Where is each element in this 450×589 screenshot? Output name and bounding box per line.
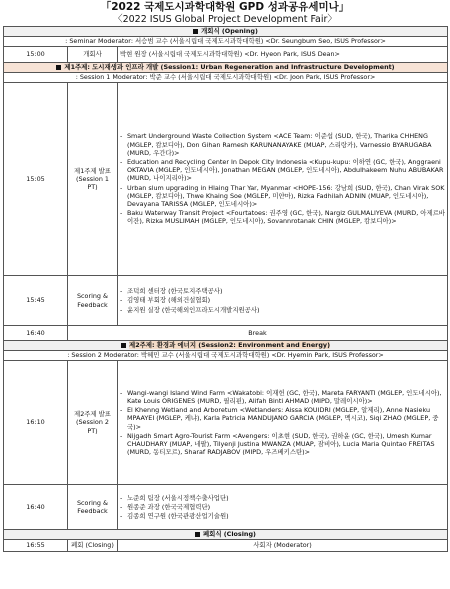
session1-label: 제1주제 발표 (Session 1 PT) xyxy=(68,83,118,276)
session1-project-list xyxy=(120,132,445,225)
session1-time: 15:05 xyxy=(4,83,68,276)
square-bullet-icon xyxy=(121,343,126,348)
session2-pt-row xyxy=(4,361,448,485)
opening-heading: 개회식 (Opening) xyxy=(201,27,258,36)
break-row xyxy=(4,326,448,341)
session2-moderator: : Session 2 Moderator: 박혜민 교수 (서울시립대 국제도시과학대학원) <Dr. Hyemin Park, ISUS Professor> xyxy=(4,351,448,361)
session2-heading: 제2주제: 환경과 에너지 (Session2: Environment and Energy) xyxy=(129,341,330,350)
session2-judge-list xyxy=(120,494,445,521)
session2-moderator-row xyxy=(4,351,448,361)
opening-time: 15:00 xyxy=(4,47,68,63)
list-item: - 노준희 팀장 (서울시정책수출사업단) xyxy=(127,494,445,502)
list-item: - Wangi-wangi Island Wind Farm <Wakatobi: 이재헌 (GC, 한국), Mareta FARYANTI (MGLEP, 인도네시아), Kate Louis ORIGENES (MURD, 필리핀), Alifah Binti AHMAD (MIPD, 말레이시아)> xyxy=(127,389,445,405)
session2-heading-row xyxy=(4,341,448,351)
session2-feedback-label: Scoring & Feedback xyxy=(68,485,118,530)
list-item: - El Khenng Wetland and Arboretum <Wetlanders: Aissa KOUIDRI (MGLEP, 알제리), Anne Nasieku MPAAYEI (MGLEP, 케냐), Karla Patricia MANDUJANO GARCIA (MGLEP, 멕시코), Siqi ZHAO (MGLEP, 중국)> xyxy=(127,406,445,431)
break-label: Break xyxy=(68,326,448,341)
square-bullet-icon xyxy=(193,29,198,34)
session2-project-list xyxy=(120,389,445,457)
closing-moderator: 사회자 (Moderator) xyxy=(118,540,448,552)
list-item: - 김종희 연구원 (한국관광산업기술원) xyxy=(127,512,445,520)
session1-heading: 제1주제: 도시재생과 인프라 개발 (Session1: Urban Regeneration and Infrastructure Development) xyxy=(64,63,395,72)
closing-heading-row xyxy=(4,530,448,540)
session1-moderator-row xyxy=(4,73,448,83)
list-item: - 조덕희 센터장 (한국토지주택공사) xyxy=(127,287,445,295)
session1-feedback-time: 15:45 xyxy=(4,276,68,326)
break-time: 16:40 xyxy=(4,326,68,341)
session1-moderator: : Session 1 Moderator: 박준 교수 (서울시립대 국제도시과학대학원) <Dr. Joon Park, ISUS Professor> xyxy=(4,73,448,83)
session2-label: 제2주제 발표 (Session 2 PT) xyxy=(68,361,118,485)
program-table xyxy=(3,26,448,552)
list-item: - 김영태 부회장 (해외건설협회) xyxy=(127,296,445,304)
page-title: 「2022 국제도시과학대학원 GPD 성과공유세미나」 xyxy=(100,1,350,13)
closing-row xyxy=(4,540,448,552)
closing-heading: 폐회식 (Closing) xyxy=(203,530,256,539)
opening-moderator: : Seminar Moderator: 서승범 교수 (서울시립대 국제도시과학대학원) <Dr. Seungbum Seo, ISUS Professor> xyxy=(4,37,448,47)
opening-speaker: 박현 원장 (서울시립대 국제도시과학대학원) <Dr. Hyeon Park, ISUS Dean> xyxy=(118,47,448,63)
session2-feedback-row xyxy=(4,485,448,530)
square-bullet-icon xyxy=(195,532,200,537)
list-item: - 원종준 과장 (한국국제협력단) xyxy=(127,503,445,511)
session1-heading-row xyxy=(4,63,448,73)
opening-label: 개회사 xyxy=(68,47,118,63)
opening-heading-row xyxy=(4,27,448,37)
session2-feedback-time: 16:40 xyxy=(4,485,68,530)
list-item: - Education and Recycling Center In Depok City Indonesia <Kupu-kupu: 이하연 (GC, 한국), Anggraeni OKTAVIA (MGLEP, 인도네시아), Jonathan MEGAN (MGLEP, 인도네시아), Abdulhakeem Nuhu ABUBAKAR (MURD, 나이지리아)> xyxy=(127,158,445,183)
closing-label: 폐회 (Closing) xyxy=(68,540,118,552)
list-item: - Smart Underground Waste Collection System <ACE Team: 이준섭 (SUD, 한국), Tharika CHHENG (MGLEP, 캄보디아), Don Gihan Ramesh KARUNANAYAKE (MUAP, 스리랑카), Varnessio BYARUGABA (MURD, 우간다)> xyxy=(127,132,445,157)
session1-feedback-label: Scoring & Feedback xyxy=(68,276,118,326)
list-item: - Baku Waterway Transit Project <Fourtatoes: 권주영 (GC, 한국), Nargiz GULMALIYEVA (MURD, 아제르바이잔), Rizka MUSLIMAH (MGLEP, 인도네시아), Sovannrotanak CHIN (MGLEP, 캄보디아)> xyxy=(127,209,445,225)
opening-row xyxy=(4,47,448,63)
list-item: - 윤지원 실장 (한국해외인프라도시개발지원공사) xyxy=(127,306,445,314)
session1-pt-row xyxy=(4,83,448,276)
square-bullet-icon xyxy=(56,65,61,70)
page-subtitle: 〈2022 ISUS Global Project Development Fair〉 xyxy=(113,14,337,25)
list-item: - Nijgadh Smart Agro-Tourist Farm <Avengers: 이초현 (SUD, 한국), 권하윤 (GC, 한국), Umesh Kumar CHAUDHARY (MUAP, 네팔), Tilyenji Justina MWANZA (MUAP, 잠비아), Lucia Maria Quintao FREITAS (MURD, 동티모르), Sharaf RADJABOV (MIPD, 우즈베키스탄)> xyxy=(127,432,445,457)
session1-judge-list xyxy=(120,287,445,314)
session1-feedback-row xyxy=(4,276,448,326)
opening-moderator-row xyxy=(4,37,448,47)
closing-time: 16:55 xyxy=(4,540,68,552)
list-item: - Urban slum upgrading in Hlaing Thar Yar, Myanmar <HOPE-156: 강남희 (SUD, 한국), Chan Virak SOK (MGLEP, 캄보디아), Thwe Khaing Soe (MGLEP, 미얀마), Rizka Fadhilah ADNIN (MUAP, 인도네시아), Devayana TARISSA (MGLEP, 인도네시아)> xyxy=(127,184,445,209)
session2-time: 16:10 xyxy=(4,361,68,485)
